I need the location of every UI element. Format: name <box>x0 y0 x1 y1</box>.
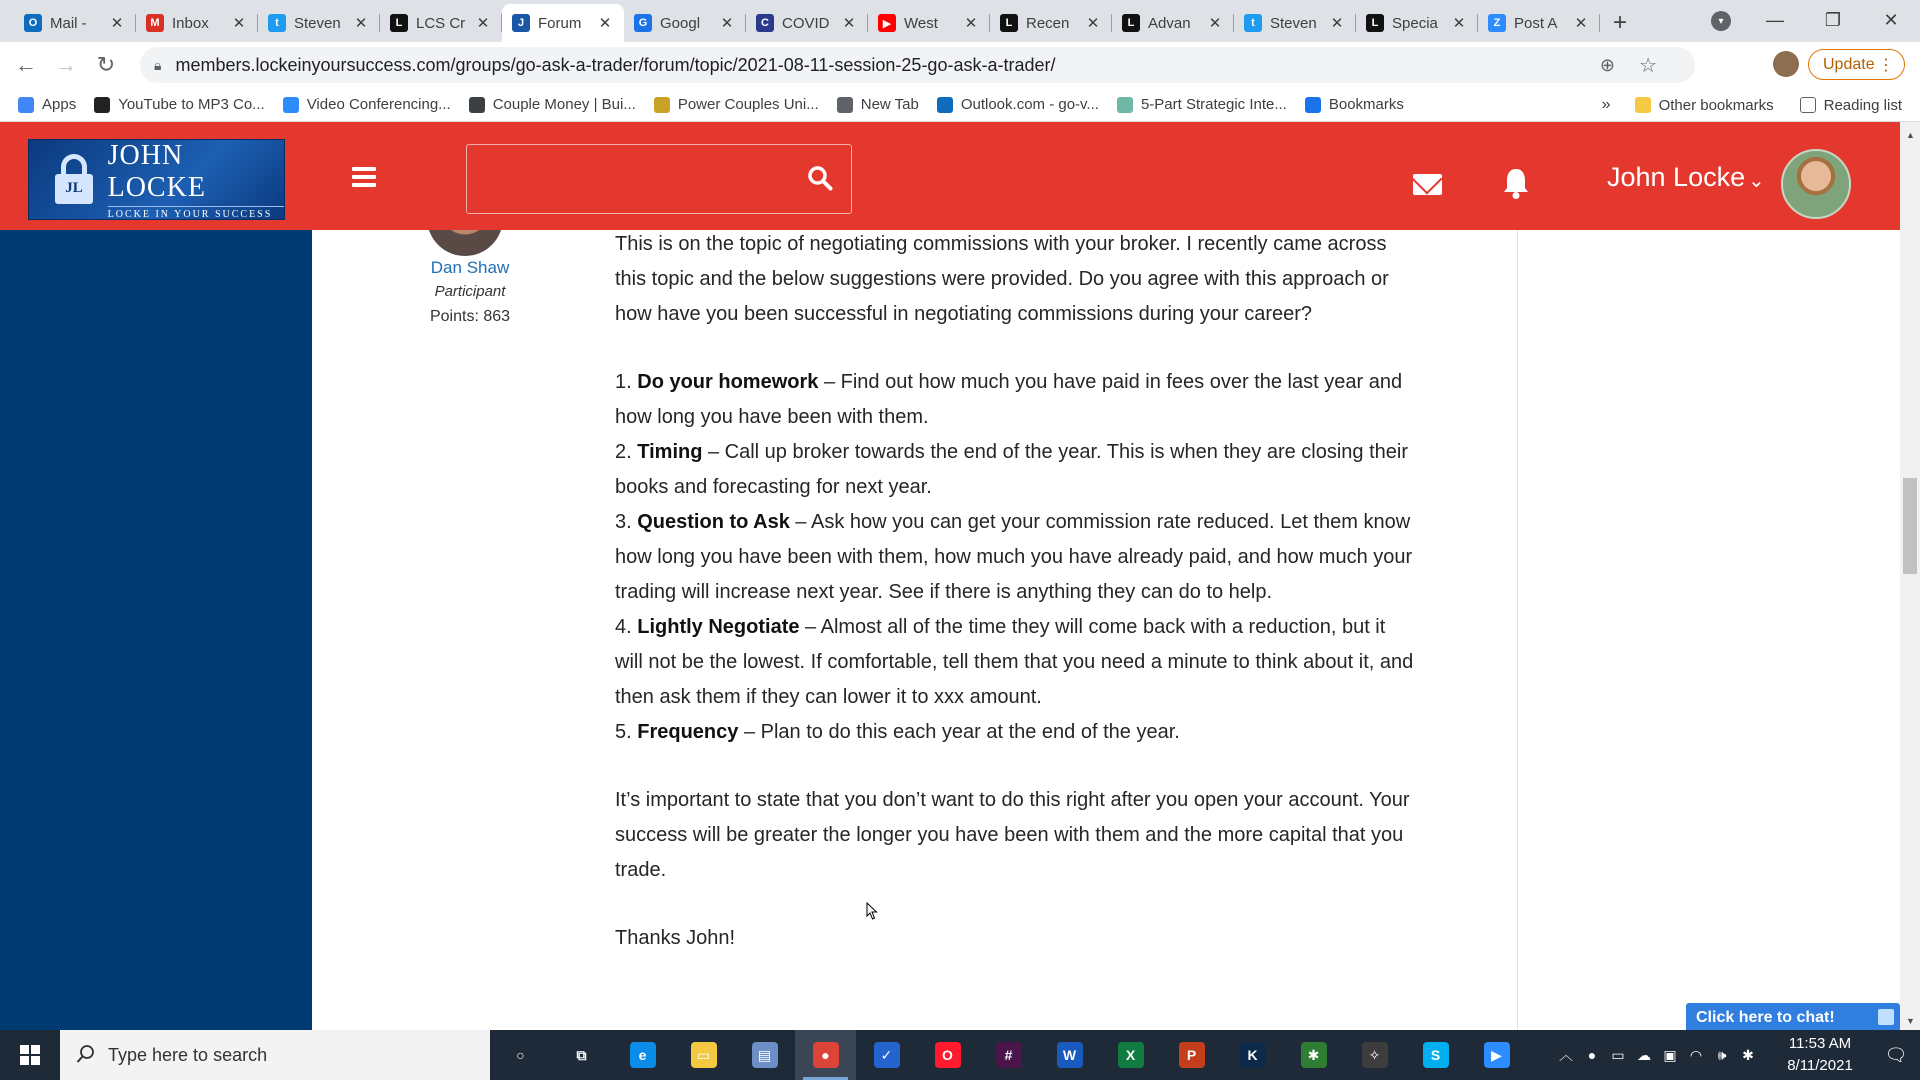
tab-title: Advan <box>1148 14 1191 32</box>
suggestion-text: – Plan to do this each year at the end of the year. <box>738 721 1180 743</box>
update-label: Update <box>1823 55 1875 73</box>
taskbar-app[interactable] <box>1161 1030 1222 1080</box>
user-menu-name[interactable]: John Locke <box>1607 162 1746 192</box>
tab-title: West <box>904 14 938 32</box>
close-tab-icon[interactable]: ✕ <box>1452 15 1466 32</box>
browser-tab[interactable] <box>1478 4 1600 42</box>
tab-title: Specia <box>1392 14 1438 32</box>
taskbar-app[interactable] <box>673 1030 734 1080</box>
apps-grid-icon <box>18 97 34 113</box>
lock-icon[interactable]: 🔒︎ <box>154 56 162 73</box>
back-arrow-icon[interactable]: ← <box>15 52 37 77</box>
taskbar-app[interactable] <box>917 1030 978 1080</box>
update-button[interactable] <box>1808 49 1905 80</box>
browser-tab[interactable] <box>258 4 380 42</box>
suggestion-number: 4. <box>615 616 638 638</box>
clock-time: 11:53 AM <box>1788 1035 1852 1052</box>
close-tab-icon[interactable]: ✕ <box>1208 15 1222 32</box>
content-divider <box>1517 230 1518 1030</box>
taskbar-app[interactable] <box>1283 1030 1344 1080</box>
task-view-icon: ⧉ <box>569 1042 595 1068</box>
left-sidebar <box>0 230 312 1030</box>
taskbar-clock[interactable] <box>1768 1033 1872 1077</box>
bookmark-label: Apps <box>42 96 77 113</box>
bookmark-label: Bookmarks <box>1328 96 1404 113</box>
browser-tab[interactable] <box>746 4 868 42</box>
bookmark-item[interactable] <box>1117 96 1287 113</box>
scrollbar-thumb[interactable] <box>1903 478 1917 574</box>
tab-list <box>0 4 1600 42</box>
more-vert-icon: ⋮ <box>1878 56 1894 74</box>
bookmark-site-icon <box>654 97 670 113</box>
post-intro: This is on the topic of negotiating commissions with your broker. I recently came across this topic and the below suggestions were provided. Do you agree with this approach or how have you been successful in negotiating commissions during your career? <box>615 233 1389 325</box>
author-role: Participant <box>434 283 506 300</box>
tab-title: Inbox <box>172 14 209 32</box>
restore-button[interactable]: ❐ <box>1824 9 1842 30</box>
taskbar-app[interactable] <box>856 1030 917 1080</box>
bookmark-item[interactable] <box>837 96 919 113</box>
slack-tray-icon[interactable]: ✱ <box>1742 1046 1754 1063</box>
site-search-input[interactable] <box>466 144 852 214</box>
logo-title: JOHN LOCKE <box>107 139 206 203</box>
volume-icon[interactable]: 🕪︎ <box>1717 1046 1727 1063</box>
bookmarks-bar <box>0 88 1920 122</box>
lock-site-icon: J <box>512 14 530 32</box>
suggestion-number: 5. <box>615 721 638 743</box>
bookmark-label: Video Conferencing... <box>306 96 451 113</box>
hamburger-menu-icon[interactable] <box>352 167 376 187</box>
music-note-icon <box>94 97 110 113</box>
browser-tab[interactable] <box>990 4 1112 42</box>
profile-avatar[interactable] <box>1773 51 1799 77</box>
author-points: Points: 863 <box>429 308 511 325</box>
bookmark-item[interactable] <box>1305 96 1404 113</box>
bookmark-label: Couple Money | Bui... <box>492 96 636 113</box>
close-tab-icon[interactable]: ✕ <box>1330 15 1344 32</box>
tab-title: Recen <box>1026 14 1070 32</box>
suggestion-text: – Find out how much you have paid in fees over the last year and how long you have been with them. <box>615 371 1403 428</box>
tab-search-icon[interactable]: ▾ <box>1711 11 1731 31</box>
site-header <box>0 122 1900 230</box>
post-suggestion-list <box>615 365 1415 750</box>
taskbar-app[interactable] <box>1344 1030 1405 1080</box>
logo-tagline: LOCKE IN YOUR SUCCESS <box>108 206 284 220</box>
slack-icon: # <box>996 1042 1022 1068</box>
display-icon[interactable]: ▣ <box>1663 1046 1677 1063</box>
suggestion-title: Timing <box>637 441 703 463</box>
window-controls <box>1746 0 1920 40</box>
browser-tab[interactable] <box>136 4 258 42</box>
close-tab-icon[interactable]: ✕ <box>964 15 978 32</box>
suggestion-item <box>615 610 1415 715</box>
suggestion-title: Question to Ask <box>637 511 790 533</box>
bookmark-item[interactable] <box>18 96 76 113</box>
bookmark-label: New Tab <box>860 96 919 113</box>
author-name-link[interactable]: Dan Shaw <box>430 258 510 277</box>
other-bookmarks-folder[interactable] <box>1635 97 1774 114</box>
close-tab-icon[interactable]: ✕ <box>476 15 490 32</box>
twitter-icon: t <box>268 14 286 32</box>
taskbar-search-placeholder: Type here to search <box>108 1044 268 1065</box>
youtube-icon: ▶ <box>878 14 896 32</box>
bookmark-item[interactable] <box>654 96 819 113</box>
green-app-icon: ✱ <box>1301 1042 1327 1068</box>
zoom-icon: Z <box>1488 14 1506 32</box>
bookmark-item[interactable] <box>937 96 1099 113</box>
browser-tab[interactable] <box>1112 4 1234 42</box>
wordpress-icon <box>469 97 485 113</box>
chat-expand-icon[interactable] <box>1878 1009 1894 1025</box>
browser-tab[interactable] <box>380 4 502 42</box>
taskbar-app[interactable] <box>551 1030 612 1080</box>
search-icon[interactable] <box>807 165 833 191</box>
lcs-icon: L <box>390 14 408 32</box>
bookmark-label: YouTube to MP3 Co... <box>118 96 265 113</box>
site-logo[interactable] <box>28 139 285 220</box>
action-center-icon[interactable]: 🗨︎ <box>1884 1044 1908 1065</box>
system-tray <box>1554 1030 1920 1080</box>
start-button[interactable] <box>0 1030 60 1080</box>
taskbar-app[interactable] <box>612 1030 673 1080</box>
tray-app-icon[interactable]: ● <box>1587 1047 1597 1063</box>
excel-icon: X <box>1118 1042 1144 1068</box>
bookmark-item[interactable] <box>283 96 451 113</box>
todo-icon: ✓ <box>874 1042 900 1068</box>
close-tab-icon[interactable]: ✕ <box>720 15 734 32</box>
close-window-button[interactable]: ✕ <box>1883 9 1899 30</box>
taskbar-app[interactable] <box>1039 1030 1100 1080</box>
opera-icon: O <box>935 1042 961 1068</box>
scroll-up-icon[interactable]: ▲ <box>1906 130 1915 140</box>
zoom-icon: ▶ <box>1484 1042 1510 1068</box>
satellite-app-icon: ✧ <box>1362 1042 1388 1068</box>
reading-list-icon <box>1800 97 1816 113</box>
reading-list-label: Reading list <box>1823 96 1902 114</box>
minimize-button[interactable]: — <box>1766 9 1784 30</box>
taskbar-app[interactable] <box>795 1030 856 1080</box>
star-icon <box>1305 97 1321 113</box>
post-signoff: Thanks John! <box>615 927 736 949</box>
cortana-icon: ○ <box>508 1042 534 1068</box>
close-tab-icon[interactable]: ✕ <box>110 15 124 32</box>
skype-icon: S <box>1423 1042 1449 1068</box>
bookmarks-bar-right <box>1602 88 1920 122</box>
bookmark-label: Outlook.com - go-v... <box>960 96 1099 113</box>
taskbar-app[interactable] <box>1100 1030 1161 1080</box>
address-bar[interactable] <box>140 47 1695 83</box>
tab-title: LCS Cr <box>416 14 466 32</box>
notifications-bell-icon[interactable] <box>1502 166 1530 200</box>
tab-title: Forum <box>538 14 582 32</box>
close-tab-icon[interactable]: ✕ <box>1574 15 1588 32</box>
zoom-icon[interactable]: ⊕ <box>1599 54 1615 75</box>
suggestion-item <box>615 715 1415 750</box>
scroll-down-icon[interactable]: ▼ <box>1906 1016 1915 1026</box>
windows-taskbar <box>0 1030 1920 1080</box>
taskbar-app[interactable] <box>1222 1030 1283 1080</box>
taskbar-app[interactable] <box>490 1030 551 1080</box>
page-scrollbar[interactable] <box>1900 122 1920 1030</box>
lcs-icon: L <box>1366 14 1384 32</box>
browser-toolbar <box>0 42 1920 88</box>
tray-overflow-chevron-icon[interactable]: ︿ <box>1559 1047 1573 1063</box>
browser-tab[interactable] <box>1234 4 1356 42</box>
bookmark-star-icon[interactable]: ☆ <box>1639 54 1657 77</box>
close-tab-icon[interactable]: ✕ <box>232 15 246 32</box>
search-icon <box>76 1044 96 1064</box>
lcs-icon: L <box>1000 14 1018 32</box>
powerpoint-icon: P <box>1179 1042 1205 1068</box>
tab-title: Steven <box>1270 14 1317 32</box>
browser-tab[interactable] <box>868 4 990 42</box>
browser-tab[interactable] <box>1356 4 1478 42</box>
suggestion-text: – Almost all of the time they will come back with a reduction, but it will not be the lowest. If comfortable, tell them that you need a minute to think about it, and then ask them if they can lower it to xxx amount. <box>615 616 1414 708</box>
close-tab-icon[interactable]: ✕ <box>354 15 368 32</box>
onedrive-cloud-icon[interactable]: ☁ <box>1637 1046 1651 1063</box>
mouse-cursor-icon <box>866 902 878 920</box>
bookmark-item[interactable] <box>94 96 264 113</box>
close-tab-icon[interactable]: ✕ <box>1086 15 1100 32</box>
browser-tab[interactable] <box>14 4 136 42</box>
suggestion-item <box>615 365 1415 435</box>
suggestion-title: Frequency <box>637 721 739 743</box>
tab-title: Googl <box>660 14 701 32</box>
suggestion-title: Lightly Negotiate <box>637 616 800 638</box>
circle-site-icon <box>1117 97 1133 113</box>
suggestion-number: 3. <box>615 511 638 533</box>
suggestion-item <box>615 435 1415 505</box>
suggestion-number: 1. <box>615 371 638 393</box>
post-closing: It’s important to state that you don’t want to do this right after you open your account. Your success will be greater the longer you have been with them and the more capital that you trade. <box>615 789 1410 881</box>
outlook-icon: O <box>24 14 42 32</box>
trading-app-icon: K <box>1240 1042 1266 1068</box>
windows-logo-icon <box>20 1045 40 1065</box>
tab-title: Post A <box>1514 14 1558 32</box>
taskbar-apps <box>490 1030 1527 1080</box>
gmail-icon: M <box>146 14 164 32</box>
reading-list-button[interactable] <box>1800 97 1902 114</box>
battery-icon[interactable]: ▭ <box>1611 1046 1625 1063</box>
wifi-icon[interactable]: ◠ <box>1689 1046 1703 1063</box>
new-tab-button[interactable]: + <box>1612 9 1627 36</box>
bookmark-label: 5-Part Strategic Inte... <box>1140 96 1287 113</box>
url-text: members.lockeinyoursuccess.com/groups/go-ask-a-trader/forum/topic/2021-08-11-session-25-go-ask-a-trader/ <box>175 54 1056 75</box>
messages-envelope-icon[interactable] <box>1413 174 1442 195</box>
suggestion-title: Do your homework <box>637 371 819 393</box>
user-avatar[interactable] <box>1781 149 1851 219</box>
shield-icon: C <box>756 14 774 32</box>
chat-widget-label: Click here to chat! <box>1696 1008 1835 1026</box>
taskbar-search-box[interactable] <box>60 1030 490 1080</box>
tab-title: COVID <box>782 14 830 32</box>
google-sheets-icon: G <box>634 14 652 32</box>
taskbar-app[interactable] <box>1466 1030 1527 1080</box>
reload-icon[interactable]: ↻ <box>96 52 116 77</box>
word-icon: W <box>1057 1042 1083 1068</box>
clock-date: 8/11/2021 <box>1787 1057 1853 1074</box>
suggestion-item <box>615 505 1415 610</box>
globe-icon <box>837 97 853 113</box>
forum-topic-content <box>312 230 1900 1030</box>
taskbar-app[interactable] <box>978 1030 1039 1080</box>
suggestion-text: – Call up broker towards the end of the year. This is when they are closing their books and forecasting for next year. <box>615 441 1409 498</box>
bookmark-item[interactable] <box>469 96 636 113</box>
lock-logo-icon: JL <box>51 154 96 206</box>
folder-icon <box>1635 97 1651 113</box>
lcs-icon: L <box>1122 14 1140 32</box>
close-tab-icon[interactable]: ✕ <box>842 15 856 32</box>
chrome-icon: ● <box>813 1042 839 1068</box>
outlook-icon <box>937 97 953 113</box>
zoom-icon <box>283 97 299 113</box>
close-tab-icon[interactable]: ✕ <box>598 15 612 32</box>
other-bookmarks-label: Other bookmarks <box>1658 96 1774 114</box>
browser-tab[interactable] <box>624 4 746 42</box>
file-explorer-icon: ▭ <box>691 1042 717 1068</box>
post-body <box>615 230 1415 956</box>
browser-tab-strip <box>0 0 1920 42</box>
chat-widget-button[interactable] <box>1686 1003 1900 1032</box>
bookmark-label: Power Couples Uni... <box>677 96 819 113</box>
browser-tab[interactable] <box>502 4 624 42</box>
bookmarks-overflow-icon[interactable]: » <box>1601 96 1611 113</box>
taskbar-app[interactable] <box>1405 1030 1466 1080</box>
suggestion-number: 2. <box>615 441 638 463</box>
edge-icon: e <box>630 1042 656 1068</box>
chevron-down-icon[interactable]: ⌄ <box>1748 170 1765 192</box>
forward-arrow-icon[interactable]: → <box>55 52 77 77</box>
author-avatar[interactable] <box>427 230 503 256</box>
notebook-app-icon: ▤ <box>752 1042 778 1068</box>
bookmark-list <box>0 88 1404 122</box>
twitter-icon: t <box>1244 14 1262 32</box>
tab-title: Steven <box>294 14 341 32</box>
suggestion-text: – Ask how you can get your commission rate reduced. Let them know how long you have been with them, how much you have already paid, and how much your trading will increase next year. See if there is anything they can do to help. <box>615 511 1413 603</box>
tab-title: Mail - <box>50 14 87 32</box>
taskbar-app[interactable] <box>734 1030 795 1080</box>
